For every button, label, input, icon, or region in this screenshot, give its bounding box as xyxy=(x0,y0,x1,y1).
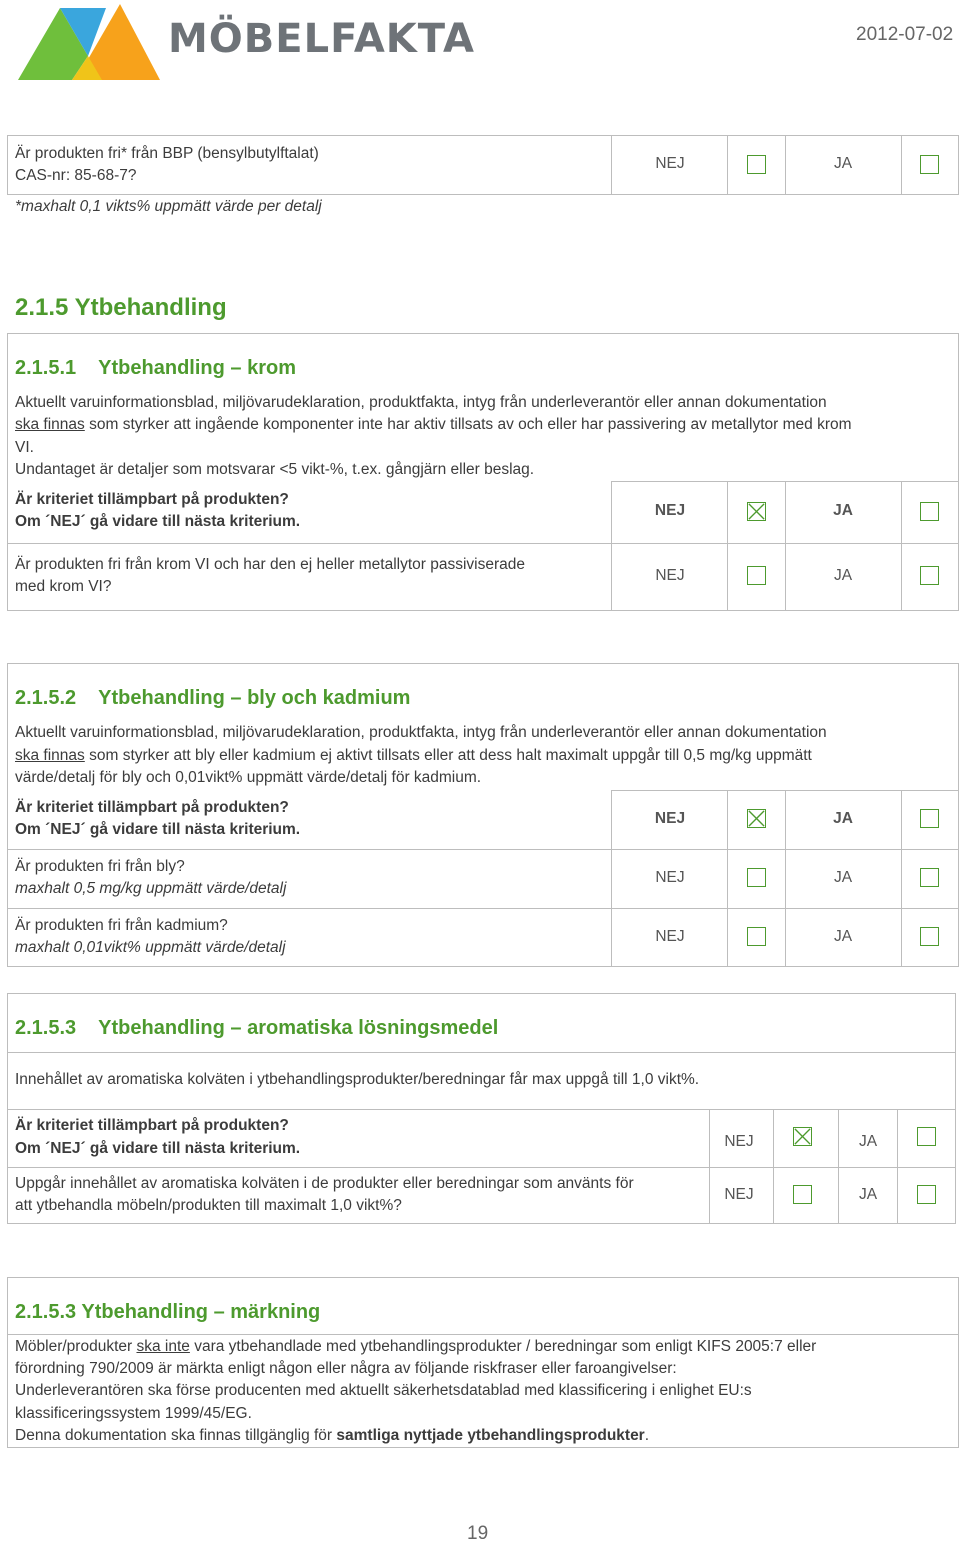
paragraph: Aktuellt varuinformationsblad, miljövarudeklaration, produktfakta, intyg från underleverantör eller annan dokumentation xyxy=(15,724,827,741)
paragraph: förordning 790/2009 är märkta enligt någon eller några av följande riskfraser eller faroangivelser: xyxy=(15,1360,677,1377)
logo xyxy=(14,0,164,84)
ja-label: JA xyxy=(858,1133,878,1150)
checked-cross-icon xyxy=(748,503,765,520)
nej-label: NEJ xyxy=(655,928,685,945)
section-2-1-5-1-heading xyxy=(15,357,296,380)
ja-label: JA xyxy=(833,869,853,886)
paragraph: värde/detalj för bly och 0,01vikt% uppmätt värde/detalj för kadmium. xyxy=(15,769,482,786)
nej-label: NEJ xyxy=(724,1133,754,1150)
checked-cross-icon xyxy=(748,810,765,827)
paragraph xyxy=(15,414,852,437)
paragraph-text: Möbler/produkter xyxy=(15,1338,137,1355)
ja-label: JA xyxy=(833,810,853,827)
nej-checkbox[interactable] xyxy=(793,1185,812,1204)
paragraph xyxy=(15,1336,816,1359)
ja-checkbox[interactable] xyxy=(917,1185,936,1204)
criterion-question: Är produkten fri från krom VI och har den ej heller metallytor passiviserade xyxy=(15,556,526,573)
checked-cross-icon xyxy=(794,1128,811,1145)
paragraph-text: som styrker att ingående komponenter inte har aktiv tillsats av och eller har passivering av metallytor med krom xyxy=(84,416,852,433)
paragraph-text: som styrker att bly eller kadmium ej aktivt tillsats eller att dess halt maximalt uppgår till 0,5 mg/kg uppmätt xyxy=(84,747,812,764)
bbp-ja-checkbox[interactable] xyxy=(920,155,939,174)
document-date: 2012-07-02 xyxy=(856,24,954,45)
bbp-nej-label: NEJ xyxy=(655,155,685,172)
ja-checkbox[interactable] xyxy=(920,566,939,585)
criterion-instruction: Om ´NEJ´ gå vidare till nästa kriterium. xyxy=(15,1140,301,1157)
section-2-1-5-2-heading xyxy=(15,687,410,710)
ja-label: JA xyxy=(833,928,853,945)
section-number: 2.1.5.2 xyxy=(15,687,77,709)
bbp-nej-checkbox[interactable] xyxy=(747,155,766,174)
section-title: Ytbehandling – krom xyxy=(98,357,296,379)
bbp-note: *maxhalt 0,1 vikts% uppmätt värde per detalj xyxy=(15,198,322,215)
paragraph: Undantaget är detaljer som motsvarar <5 vikt-%, t.ex. gångjärn eller beslag. xyxy=(15,461,535,478)
ja-checkbox[interactable] xyxy=(920,868,939,887)
section-number: 2.1.5.1 xyxy=(15,357,77,379)
criterion-question: att ytbehandla möbeln/produkten till maximalt 1,0 vikt%? xyxy=(15,1197,402,1214)
section-title: Ytbehandling – aromatiska lösningsmedel xyxy=(98,1017,499,1039)
paragraph-text: . xyxy=(644,1427,650,1444)
section-2-1-5-3-heading xyxy=(15,1017,498,1040)
nej-label: NEJ xyxy=(654,502,686,519)
nej-checkbox-checked[interactable] xyxy=(747,809,766,828)
ja-label: JA xyxy=(833,567,853,584)
bbp-question-line1: Är produkten fri* från BBP (bensylbutylftalat) xyxy=(15,145,319,162)
ja-label: JA xyxy=(858,1186,878,1203)
brand-name: MÖBELFAKTA xyxy=(168,16,475,62)
nej-label: NEJ xyxy=(654,810,686,827)
criterion-note: maxhalt 0,5 mg/kg uppmätt värde/detalj xyxy=(15,880,287,897)
paragraph: klassificeringssystem 1999/45/EG. xyxy=(15,1405,252,1422)
section-title: Ytbehandling – bly och kadmium xyxy=(98,687,411,709)
section-number: 2.1.5.3 xyxy=(15,1017,77,1039)
paragraph: Aktuellt varuinformationsblad, miljövarudeklaration, produktfakta, intyg från underleverantör eller annan dokumentation xyxy=(15,394,827,411)
paragraph-text: vara ytbehandlade med ytbehandlingsprodukter / beredningar som enligt KIFS 2005:7 eller xyxy=(189,1338,817,1355)
nej-label: NEJ xyxy=(655,567,685,584)
paragraph xyxy=(15,1425,649,1448)
criterion-question: Uppgår innehållet av aromatiska kolväten i de produkter eller beredningar som använts för xyxy=(15,1175,634,1192)
bold-text: samtliga nyttjade ytbehandlingsprodukter xyxy=(336,1427,645,1444)
page-number: 19 xyxy=(467,1523,489,1544)
nej-checkbox-checked[interactable] xyxy=(793,1127,812,1146)
paragraph: Innehållet av aromatiska kolväten i ytbehandlingsprodukter/beredningar får max uppgå till 1,0 vikt%. xyxy=(15,1071,700,1088)
paragraph xyxy=(15,745,812,768)
criterion-question: Är produkten fri från bly? xyxy=(15,858,185,875)
criterion-note: maxhalt 0,01vikt% uppmätt värde/detalj xyxy=(15,939,286,956)
nej-checkbox[interactable] xyxy=(747,566,766,585)
nej-checkbox-checked[interactable] xyxy=(747,502,766,521)
logo-mark-icon xyxy=(14,0,164,84)
nej-checkbox[interactable] xyxy=(747,927,766,946)
nej-label: NEJ xyxy=(724,1186,754,1203)
criterion-question: Är produkten fri från kadmium? xyxy=(15,917,228,934)
paragraph-text: Denna dokumentation ska finnas tillgänglig för xyxy=(15,1427,337,1444)
section-2-1-5-3-labelling-heading: 2.1.5.3 Ytbehandling – märkning xyxy=(15,1301,321,1323)
bbp-question-line2: CAS-nr: 85-68-7? xyxy=(15,167,137,184)
underlined-text: ska inte xyxy=(136,1338,190,1355)
ja-checkbox[interactable] xyxy=(920,927,939,946)
paragraph: VI. xyxy=(15,439,34,456)
criterion-question: Är kriteriet tillämpbart på produkten? xyxy=(15,799,289,816)
nej-label: NEJ xyxy=(655,869,685,886)
ja-checkbox[interactable] xyxy=(920,502,939,521)
criterion-instruction: Om ´NEJ´ gå vidare till nästa kriterium. xyxy=(15,513,301,530)
ja-checkbox[interactable] xyxy=(920,809,939,828)
criterion-question: Är kriteriet tillämpbart på produkten? xyxy=(15,1117,289,1134)
underlined-text: ska finnas xyxy=(15,747,85,764)
underlined-text: ska finnas xyxy=(15,416,85,433)
criterion-instruction: Om ´NEJ´ gå vidare till nästa kriterium. xyxy=(15,821,301,838)
criterion-question: Är kriteriet tillämpbart på produkten? xyxy=(15,491,289,508)
bbp-ja-label: JA xyxy=(833,155,853,172)
ja-label: JA xyxy=(833,502,853,519)
nej-checkbox[interactable] xyxy=(747,868,766,887)
section-2-1-5-heading: 2.1.5 Ytbehandling xyxy=(15,294,227,321)
paragraph: Underleverantören ska förse producenten med aktuellt säkerhetsdatablad med klassificering i enlighet EU:s xyxy=(15,1382,752,1399)
ja-checkbox[interactable] xyxy=(917,1127,936,1146)
criterion-question: med krom VI? xyxy=(15,578,112,595)
